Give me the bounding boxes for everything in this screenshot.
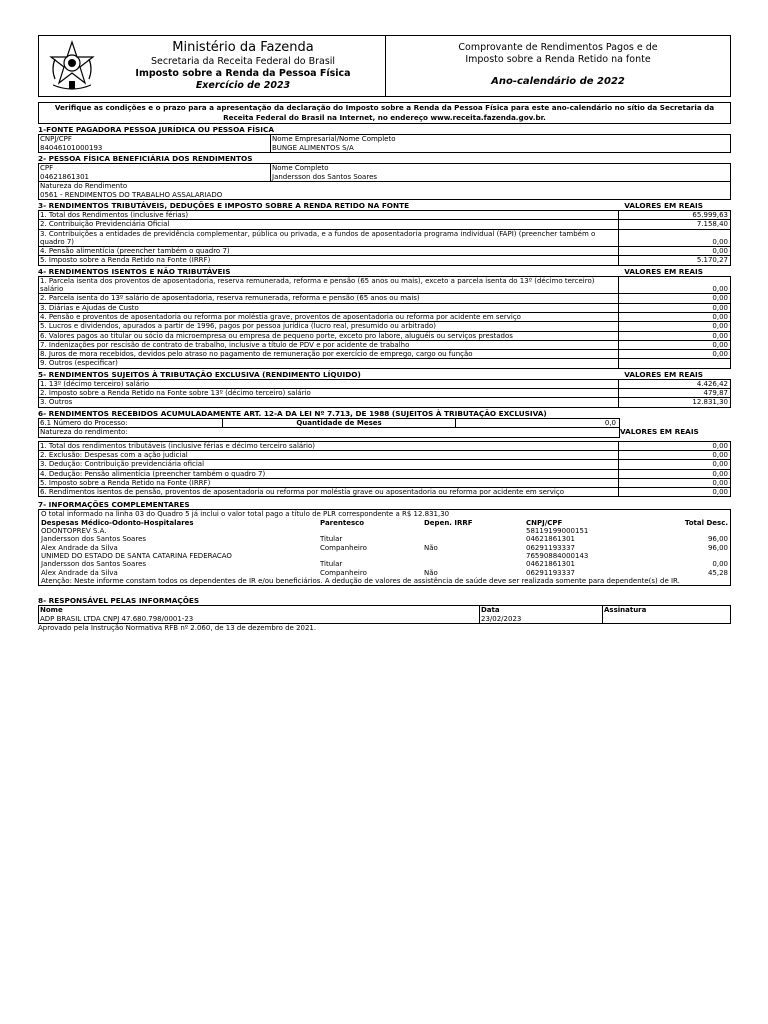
row-value: 4.426,42 — [696, 379, 728, 388]
value-row — [39, 304, 730, 313]
row-label: 3. Contribuições a entidades de previdência complementar, pública ou privada, e a fundos de aposentadoria programa individual (FAPI) (preencher também o quadro 7) — [39, 230, 619, 247]
row-label: 1. Total dos Rendimentos (inclusive férias) — [39, 211, 619, 219]
section-6-process — [38, 418, 731, 438]
value-row — [39, 398, 730, 407]
row-value: 0,00 — [712, 441, 728, 450]
row-label: 6. Valores pagos ao titular ou sócio da microempresa ou empresa de pequeno porte, exceto pro labore, aluguéis ou serviços prestados — [39, 332, 619, 340]
table-cell: 96,00 — [707, 535, 728, 544]
table-cell: Jandersson dos Santos Soares — [41, 535, 147, 544]
document-header — [38, 35, 731, 97]
value-row — [39, 256, 730, 265]
responsible-name-label: Nome — [40, 606, 63, 615]
value-row — [39, 470, 730, 479]
value-row — [39, 341, 730, 350]
table-cell: ODONTOPREV S.A. — [41, 527, 107, 536]
row-value: 0,00 — [712, 350, 728, 359]
table-cell: Não — [424, 568, 438, 577]
section-8-title: 8- RESPONSÁVEL PELAS INFORMAÇÕES — [38, 596, 200, 606]
row-label: 2. Exclusão: Despesas com a ação judicial — [39, 451, 619, 459]
row-value — [619, 359, 730, 367]
row-value: 12.831,30 — [692, 398, 728, 407]
income-nature-label: Natureza do Rendimento — [40, 182, 128, 190]
row-label: 2. Parcela isenta do 13º salário de aposentadoria, reserva remunerada, reforma e pensão (65 anos ou mais) — [39, 294, 619, 302]
section-6-rows — [38, 441, 731, 498]
section-1-payer — [38, 134, 731, 153]
row-value: 0,00 — [712, 303, 728, 312]
exercise-year: Exercício de 2023 — [195, 80, 291, 91]
values-label: VALORES EM REAIS — [620, 426, 699, 436]
row-label: 5. Lucros e dividendos, apurados a partir de 1996, pagos por pessoa jurídica (lucro real, presumido ou arbitrado) — [39, 322, 619, 330]
value-row — [39, 211, 730, 220]
row-value: 65.999,63 — [692, 211, 728, 219]
value-row — [39, 389, 730, 398]
table-cell — [424, 535, 526, 543]
row-value: 0,00 — [712, 460, 728, 469]
table-row — [41, 569, 728, 577]
value-row — [39, 488, 730, 497]
row-label: 2. Imposto sobre a Renda Retido na Fonte sobre 13º (décimo terceiro) salário — [39, 389, 619, 397]
row-value: 0,00 — [712, 340, 728, 349]
beneficiary-cpf-label: CPF — [40, 164, 54, 172]
approval-footer: Aprovado pela Instrução Normativa RFB nº 2.060, de 13 de dezembro de 2021. — [38, 624, 317, 633]
declaration-notice: Verifique as condições e o prazo para a apresentação da declaração do Imposto sobre a Renda da Pessoa Física para este ano-calendário no sítio da Secretaria da Receita Federal do Brasil na Internet, no endereço www.receita.fazenda.gov.br. — [38, 102, 731, 124]
section-5-header — [38, 370, 731, 379]
table-cell: 04621861301 — [526, 560, 575, 569]
document-title-block — [386, 36, 730, 96]
table-cell: 06291193337 — [526, 568, 575, 577]
row-value: 0,00 — [712, 312, 728, 321]
section-4-rows — [38, 276, 731, 369]
row-value: 0,00 — [712, 469, 728, 478]
row-value: 0,00 — [712, 294, 728, 303]
column-header: Despesas Médico-Odonto-Hospitalares — [41, 518, 194, 527]
value-row — [39, 313, 730, 322]
section-1-title: 1-FONTE PAGADORA PESSOA JURÍDICA OU PESSOA FÍSICA — [38, 125, 274, 134]
row-label: 7. Indenizações por rescisão de contrato de trabalho, inclusive a título de PDV e por acidente de trabalho — [39, 341, 619, 349]
row-value: 0,00 — [712, 285, 728, 294]
table-cell: 0,00 — [712, 560, 728, 569]
value-row — [39, 460, 730, 469]
row-label: 5. Imposto sobre a Renda Retido na Fonte (IRRF) — [39, 479, 619, 487]
section-3-header — [38, 201, 731, 210]
income-statement-document — [38, 35, 731, 633]
issuer-block — [39, 36, 386, 96]
values-label: VALORES EM REAIS — [624, 201, 703, 210]
row-value: 0,00 — [712, 450, 728, 459]
row-label: 4. Pensão e proventos de aposentadoria ou reforma por moléstia grave, proventos de aposentadoria ou reforma por acidente em serviço — [39, 313, 619, 321]
row-value: 0,00 — [712, 322, 728, 331]
responsible-date: 23/02/2023 — [481, 614, 522, 623]
table-cell — [424, 552, 526, 560]
row-value: 0,00 — [712, 237, 728, 246]
row-label: 3. Dedução: Contribuição previdenciária oficial — [39, 460, 619, 468]
values-label: VALORES EM REAIS — [624, 266, 703, 276]
row-label: 2. Contribuição Previdenciária Oficial — [39, 220, 619, 228]
section-2-beneficiary — [38, 163, 731, 200]
row-label: 6. Rendimentos isentos de pensão, proventos de aposentadoria ou reforma por moléstia grave ou aposentadoria ou reforma por acidente em serviço — [39, 488, 619, 496]
column-header: Parentesco — [320, 518, 365, 527]
table-cell: Jandersson dos Santos Soares — [41, 560, 147, 569]
table-cell: Titular — [320, 535, 343, 544]
column-header: Depen. IRRF — [424, 518, 473, 527]
table-cell — [626, 552, 728, 560]
value-row — [39, 277, 730, 295]
section-6-title: 6- RENDIMENTOS RECEBIDOS ACUMULADAMENTE ART. 12-A DA LEI Nº 7.713, DE 1988 (SUJEITOS À TRIBUTAÇÃO EXCLUSIVA) — [38, 408, 547, 418]
section-7-title: 7- INFORMAÇÕES COMPLEMENTARES — [38, 500, 190, 510]
row-label: 4. Pensão alimentícia (preencher também o quadro 7) — [39, 247, 619, 255]
table-cell: Alex Andrade da Silva — [41, 543, 118, 552]
row-label: 1. Parcela isenta dos proventos de aposentadoria, reserva remunerada, reforma e pensão (65 anos ou mais), exceto a parcela isenta do 13º (décimo terceiro) salário — [39, 277, 619, 294]
months-value: 0,0 — [604, 418, 616, 427]
value-row — [39, 380, 730, 389]
table-row — [41, 544, 728, 552]
plr-note: O total informado na linha 03 do Quadro 5 já inclui o valor total pago a título de PLR correspondente a R$ 12.831,30 — [41, 510, 450, 519]
table-cell: 04621861301 — [526, 535, 575, 544]
section-7-info — [38, 509, 731, 586]
income-nature: 0561 - RENDIMENTOS DO TRABALHO ASSALARIADO — [40, 190, 223, 199]
value-row — [39, 451, 730, 460]
payer-name: BUNGE ALIMENTOS S/A — [272, 143, 354, 152]
row-value: 0,00 — [712, 478, 728, 487]
row-value: 479,87 — [703, 389, 728, 398]
value-row — [39, 294, 730, 303]
tax-name: Imposto sobre a Renda da Pessoa Física — [135, 68, 351, 79]
value-row — [39, 332, 730, 341]
section-4-title: 4- RENDIMENTOS ISENTOS E NÃO TRIBUTÁVEIS — [38, 266, 231, 276]
value-row — [39, 220, 730, 229]
table-cell: Não — [424, 543, 438, 552]
table-cell: Alex Andrade da Silva — [41, 568, 118, 577]
beneficiary-cpf: 04621861301 — [40, 172, 89, 181]
table-cell: 58119199000151 — [526, 527, 589, 536]
health-expenses-table — [41, 519, 728, 577]
row-value: 7.158,40 — [696, 220, 728, 229]
document-title-line-1: Comprovante de Rendimentos Pagos e de — [458, 42, 658, 53]
row-label: 8. Juros de mora recebidos, devidos pelo atraso no pagamento de remuneração por exercício de emprego, cargo ou função — [39, 350, 619, 358]
secretariat-name: Secretaria da Receita Federal do Brasil — [150, 56, 336, 67]
table-cell — [626, 527, 728, 535]
section-5-rows — [38, 379, 731, 408]
table-row — [41, 527, 728, 535]
table-cell — [424, 527, 526, 535]
section-8-responsible — [38, 605, 731, 624]
dependents-note: Atenção: Neste informe constam todos os dependentes de IR e/ou beneficiários. A dedução de valores de assistência de saúde deve ser realizada somente para dependente(s) de IR. — [41, 576, 680, 585]
values-label: VALORES EM REAIS — [624, 369, 703, 379]
section-3-title: 3- RENDIMENTOS TRIBUTÁVEIS, DEDUÇÕES E IMPOSTO SOBRE A RENDA RETIDO NA FONTE — [38, 201, 410, 210]
payer-cnpj: 84046101000193 — [40, 143, 103, 152]
value-row — [39, 442, 730, 451]
months-label: Quantidade de Meses — [223, 419, 456, 428]
section-5-title: 5- RENDIMENTOS SUJEITOS À TRIBUTAÇÃO EXCLUSIVA (RENDIMENTO LÍQUIDO) — [38, 369, 361, 379]
section-3-rows — [38, 210, 731, 266]
row-label: 5. Imposto sobre a Renda Retido na Fonte (IRRF) — [39, 256, 619, 264]
row-value: 5.170,27 — [696, 256, 728, 265]
column-header: CNPJ/CPF — [526, 518, 563, 527]
responsible-date-label: Data — [481, 606, 500, 615]
table-cell: UNIMED DO ESTADO DE SANTA CATARINA FEDERACAO — [41, 551, 232, 560]
document-title-line-2: Imposto sobre a Renda Retido na fonte — [465, 54, 651, 65]
signature-label: Assinatura — [604, 606, 647, 615]
brazil-coat-of-arms-icon — [45, 39, 99, 93]
section-2-title: 2- PESSOA FÍSICA BENEFICIÁRIA DOS RENDIMENTOS — [38, 154, 253, 163]
row-label: 9. Outros (especificar) — [39, 359, 619, 367]
table-cell: Titular — [320, 560, 343, 569]
table-cell — [320, 527, 424, 535]
row-label: 3. Diárias e Ajudas de Custo — [39, 304, 619, 312]
table-row — [41, 535, 728, 543]
table-cell: 45,28 — [707, 568, 728, 577]
payer-cnpj-label: CNPJ/CPF — [40, 135, 72, 143]
row-label: 1. 13º (décimo terceiro) salário — [39, 380, 619, 388]
calendar-year: Ano-calendário de 2022 — [491, 76, 625, 87]
beneficiary-name: Jandersson dos Santos Soares — [272, 172, 378, 181]
value-row — [39, 322, 730, 331]
signature-field — [604, 615, 730, 624]
beneficiary-name-label: Nome Completo — [272, 164, 329, 172]
table-cell: 06291193337 — [526, 543, 575, 552]
table-cell — [424, 560, 526, 568]
value-row — [39, 479, 730, 488]
table-header-row — [41, 519, 728, 527]
table-cell: 96,00 — [707, 543, 728, 552]
row-label: 4. Dedução: Pensão alimentícia (preencher também o quadro 7) — [39, 470, 619, 478]
value-row — [39, 230, 730, 248]
value-row — [39, 247, 730, 256]
responsible-name: ADP BRASIL LTDA CNPJ 47.680.798/0001-23 — [40, 614, 194, 623]
row-value: 0,00 — [712, 247, 728, 256]
column-header: Total Desc. — [684, 518, 728, 527]
row-label: 1. Total dos rendimentos tributáveis (inclusive férias e décimo terceiro salário) — [39, 442, 619, 450]
payer-name-label: Nome Empresarial/Nome Completo — [272, 135, 396, 143]
table-cell: 76590884000143 — [526, 551, 589, 560]
table-row — [41, 552, 728, 560]
row-value: 0,00 — [712, 331, 728, 340]
table-cell: Companheiro — [320, 543, 367, 552]
accumulated-nature-label: Natureza do rendimento: — [38, 428, 620, 438]
table-row — [41, 560, 728, 568]
ministry-name: Ministério da Fazenda — [172, 40, 314, 55]
value-row — [39, 350, 730, 359]
process-number-label: 6.1 Número do Processo: — [39, 419, 223, 428]
row-label: 3. Outros — [39, 398, 619, 406]
row-value: 0,00 — [712, 488, 728, 497]
table-cell: Companheiro — [320, 568, 367, 577]
table-cell — [320, 552, 424, 560]
value-row — [39, 359, 730, 368]
section-4-header — [38, 267, 731, 276]
